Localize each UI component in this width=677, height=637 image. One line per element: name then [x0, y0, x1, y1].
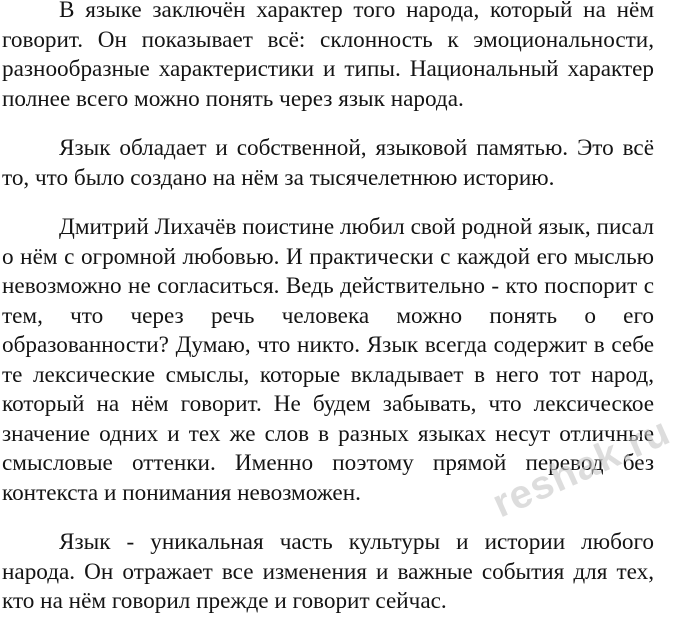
paragraph-3: Дмитрий Лихачёв поистине любил свой родной язык, писал о нём с огромной любовью. И практически с каждой его мыслью невозможно не согласиться. Ведь действительно - кто поспорит с тем, что через речь человека можно понять о его образованности? Думаю, что никто. Язык всегда содержит в себе те лексические смыслы, которые вкладывает в него тот народ, который на нём говорит. Не будем забывать, что лексическое значение одних и тех же слов в разных языках несут отличные смысловые оттенки. Именно поэтому прямой перевод без контекста и понимания невозможен. [2, 214, 654, 506]
watermark: reshak.ru [486, 409, 677, 527]
paragraph-1: В языке заключён характер того народа, который на нём говорит. Он показывает всё: склонность к эмоциональности, разнообразные характеристики и типы. Национальный характер полнее всего можно понять через язык народа. [2, 0, 654, 112]
document-body [2, 0, 654, 637]
paragraph-2: Язык обладает и собственной, языковой памятью. Это всё то, что было создано на нём за тысячелетнюю историю. [2, 135, 654, 191]
paragraph-4: Язык - уникальная часть культуры и истории любого народа. Он отражает все изменения и важные события для тех, кто на нём говорил прежде и говорит сейчас. [2, 529, 654, 614]
